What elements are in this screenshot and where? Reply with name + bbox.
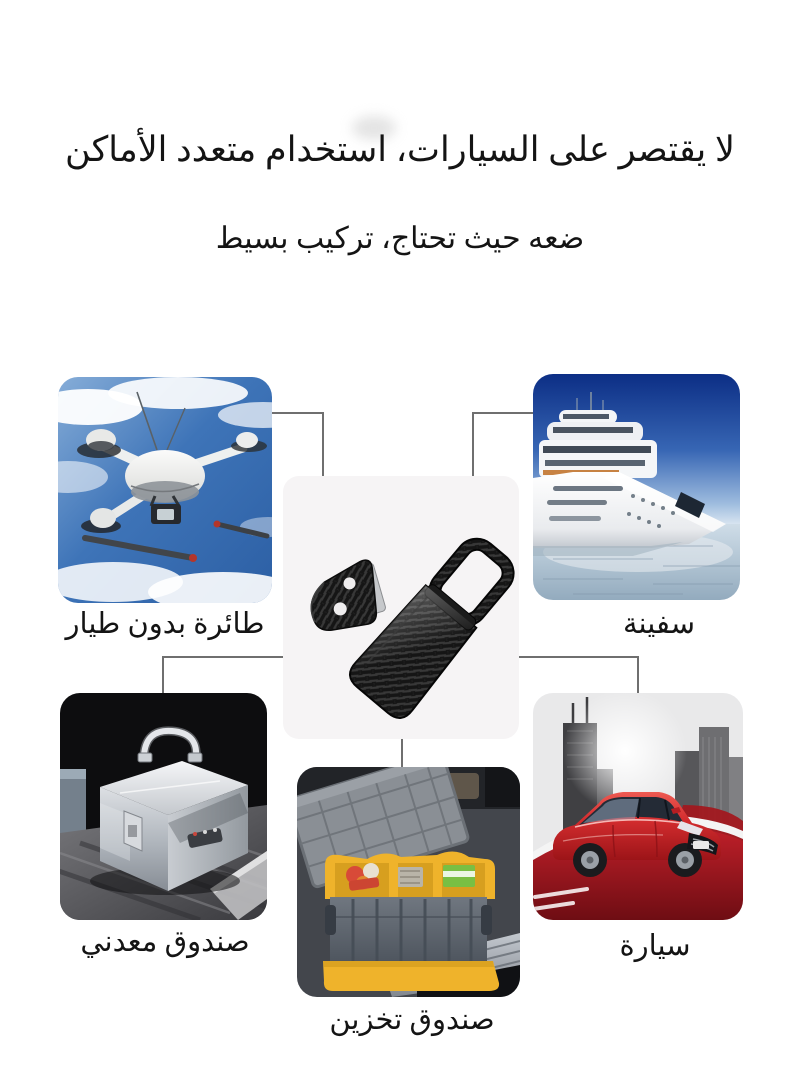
scene-label-metal-box: صندوق معدني: [80, 926, 250, 958]
red-car-image: [533, 693, 743, 920]
carbon-fiber-latch-photo: [283, 476, 519, 739]
product-photo-panel: [283, 476, 519, 739]
storage-crate-photo: [297, 767, 520, 997]
metal-box-image: [60, 693, 267, 920]
headline: لا يقتصر على السيارات، استخدام متعدد الأماكن: [64, 130, 735, 169]
connector-line-car: [510, 656, 639, 658]
scene-label-car: سيارة: [619, 930, 691, 962]
drone-image: [58, 377, 272, 603]
cruise-ship-image: [533, 374, 740, 600]
storage-crate-image: [297, 767, 520, 997]
connector-line-car-v: [637, 656, 639, 693]
scene-label-storage-box: صندوق تخزين: [329, 1004, 495, 1036]
subheadline: ضعه حيث تحتاج، تركيب بسيط: [215, 222, 585, 255]
scene-label-ship: سفينة: [622, 608, 696, 640]
connector-line-drone: [272, 412, 323, 414]
scene-label-drone: طائرة بدون طيار: [65, 608, 265, 640]
connector-line-metal-box: [163, 656, 293, 658]
connector-line-metal-box-v: [162, 656, 164, 693]
red-car-photo: [533, 693, 743, 920]
cruise-ship-photo: [533, 374, 740, 600]
metal-box-photo: [60, 693, 267, 920]
drone-photo: [58, 377, 272, 603]
connector-line-ship: [472, 412, 533, 414]
